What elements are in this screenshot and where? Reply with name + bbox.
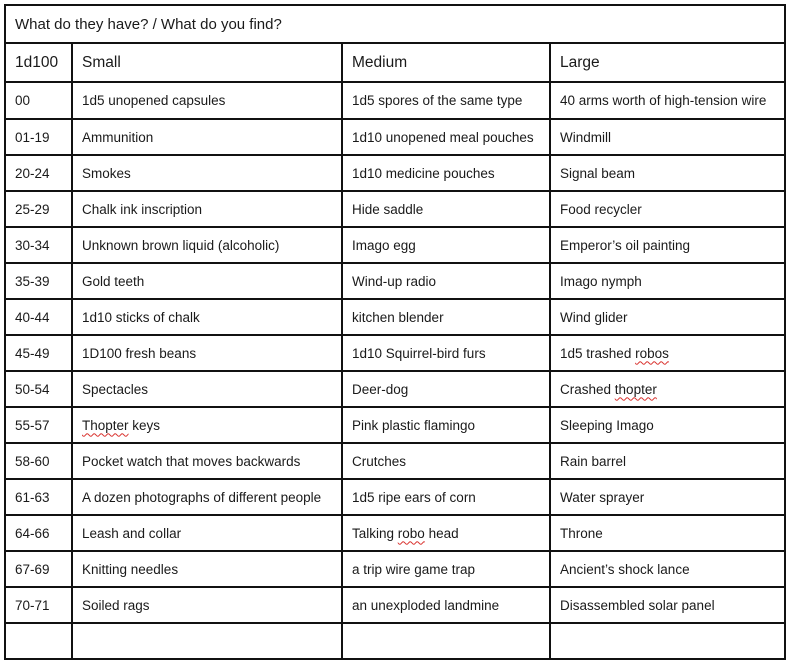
cell-large[interactable]: Emperor’s oil painting bbox=[550, 227, 785, 263]
cell-roll[interactable]: 61-63 bbox=[5, 479, 72, 515]
cell-medium[interactable]: Crutches bbox=[342, 443, 550, 479]
cell-large[interactable] bbox=[550, 623, 785, 659]
table-row bbox=[5, 155, 785, 191]
cell-small[interactable]: Thopter keys bbox=[72, 407, 342, 443]
cell-small[interactable]: Spectacles bbox=[72, 371, 342, 407]
cell-large[interactable]: Signal beam bbox=[550, 155, 785, 191]
table-row bbox=[5, 119, 785, 155]
cell-large[interactable]: Throne bbox=[550, 515, 785, 551]
column-header-large[interactable]: Large bbox=[550, 43, 785, 82]
cell-medium[interactable]: Imago egg bbox=[342, 227, 550, 263]
cell-small[interactable]: 1D100 fresh beans bbox=[72, 335, 342, 371]
table-row bbox=[5, 371, 785, 407]
cell-large[interactable]: Imago nymph bbox=[550, 263, 785, 299]
spellcheck-mark: robos bbox=[635, 345, 669, 361]
title-row bbox=[5, 5, 785, 43]
cell-medium[interactable]: Talking robo head bbox=[342, 515, 550, 551]
cell-small[interactable]: 1d10 sticks of chalk bbox=[72, 299, 342, 335]
cell-medium[interactable]: 1d10 medicine pouches bbox=[342, 155, 550, 191]
cell-small[interactable]: Gold teeth bbox=[72, 263, 342, 299]
random-table bbox=[4, 4, 786, 660]
table-row bbox=[5, 407, 785, 443]
cell-roll[interactable]: 55-57 bbox=[5, 407, 72, 443]
cell-small[interactable]: Soiled rags bbox=[72, 587, 342, 623]
cell-small[interactable] bbox=[72, 623, 342, 659]
cell-large[interactable]: Food recycler bbox=[550, 191, 785, 227]
column-header-medium[interactable]: Medium bbox=[342, 43, 550, 82]
cell-large[interactable]: 40 arms worth of high-tension wire bbox=[550, 82, 785, 119]
header-row bbox=[5, 43, 785, 82]
cell-medium[interactable]: Hide saddle bbox=[342, 191, 550, 227]
spellcheck-mark: thopter bbox=[614, 381, 657, 397]
spellcheck-mark: robo bbox=[397, 525, 425, 541]
spellcheck-mark: Thopter bbox=[82, 417, 129, 433]
table-row bbox=[5, 191, 785, 227]
cell-roll[interactable]: 50-54 bbox=[5, 371, 72, 407]
column-header-roll[interactable]: 1d100 bbox=[5, 43, 72, 82]
cell-small[interactable]: Unknown brown liquid (alcoholic) bbox=[72, 227, 342, 263]
table-row bbox=[5, 623, 785, 659]
cell-medium[interactable]: kitchen blender bbox=[342, 299, 550, 335]
cell-roll[interactable]: 01-19 bbox=[5, 119, 72, 155]
cell-small[interactable]: Leash and collar bbox=[72, 515, 342, 551]
cell-large[interactable]: Water sprayer bbox=[550, 479, 785, 515]
cell-medium[interactable] bbox=[342, 623, 550, 659]
cell-small[interactable]: Pocket watch that moves backwards bbox=[72, 443, 342, 479]
cell-medium[interactable]: an unexploded landmine bbox=[342, 587, 550, 623]
cell-medium[interactable]: a trip wire game trap bbox=[342, 551, 550, 587]
cell-roll[interactable]: 58-60 bbox=[5, 443, 72, 479]
cell-medium[interactable]: 1d10 Squirrel-bird furs bbox=[342, 335, 550, 371]
cell-small[interactable]: Smokes bbox=[72, 155, 342, 191]
table-row bbox=[5, 515, 785, 551]
cell-roll[interactable]: 40-44 bbox=[5, 299, 72, 335]
cell-roll[interactable]: 67-69 bbox=[5, 551, 72, 587]
cell-large[interactable]: Wind glider bbox=[550, 299, 785, 335]
cell-roll[interactable]: 45-49 bbox=[5, 335, 72, 371]
table-row bbox=[5, 479, 785, 515]
cell-roll[interactable]: 64-66 bbox=[5, 515, 72, 551]
cell-roll[interactable]: 25-29 bbox=[5, 191, 72, 227]
cell-large[interactable]: 1d5 trashed robos bbox=[550, 335, 785, 371]
cell-medium[interactable]: 1d10 unopened meal pouches bbox=[342, 119, 550, 155]
cell-large[interactable]: Rain barrel bbox=[550, 443, 785, 479]
cell-large[interactable]: Crashed thopter bbox=[550, 371, 785, 407]
table-row bbox=[5, 227, 785, 263]
table-row bbox=[5, 551, 785, 587]
cell-roll[interactable]: 35-39 bbox=[5, 263, 72, 299]
table-body bbox=[5, 5, 785, 659]
cell-medium[interactable]: 1d5 ripe ears of corn bbox=[342, 479, 550, 515]
cell-roll[interactable]: 30-34 bbox=[5, 227, 72, 263]
table-row bbox=[5, 82, 785, 119]
table-row bbox=[5, 335, 785, 371]
cell-large[interactable]: Ancient’s shock lance bbox=[550, 551, 785, 587]
table-row bbox=[5, 443, 785, 479]
cell-roll[interactable]: 70-71 bbox=[5, 587, 72, 623]
cell-small[interactable]: A dozen photographs of different people bbox=[72, 479, 342, 515]
cell-medium[interactable]: Wind-up radio bbox=[342, 263, 550, 299]
cell-small[interactable]: Knitting needles bbox=[72, 551, 342, 587]
cell-roll[interactable]: 20-24 bbox=[5, 155, 72, 191]
table-title[interactable]: What do they have? / What do you find? bbox=[5, 5, 785, 43]
cell-large[interactable]: Disassembled solar panel bbox=[550, 587, 785, 623]
cell-medium[interactable]: 1d5 spores of the same type bbox=[342, 82, 550, 119]
cell-small[interactable]: Chalk ink inscription bbox=[72, 191, 342, 227]
cell-small[interactable]: Ammunition bbox=[72, 119, 342, 155]
table-row bbox=[5, 263, 785, 299]
cell-medium[interactable]: Pink plastic flamingo bbox=[342, 407, 550, 443]
cell-small[interactable]: 1d5 unopened capsules bbox=[72, 82, 342, 119]
cell-roll[interactable] bbox=[5, 623, 72, 659]
cell-medium[interactable]: Deer-dog bbox=[342, 371, 550, 407]
column-header-small[interactable]: Small bbox=[72, 43, 342, 82]
table-row bbox=[5, 587, 785, 623]
cell-large[interactable]: Windmill bbox=[550, 119, 785, 155]
table-row bbox=[5, 299, 785, 335]
cell-large[interactable]: Sleeping Imago bbox=[550, 407, 785, 443]
cell-roll[interactable]: 00 bbox=[5, 82, 72, 119]
